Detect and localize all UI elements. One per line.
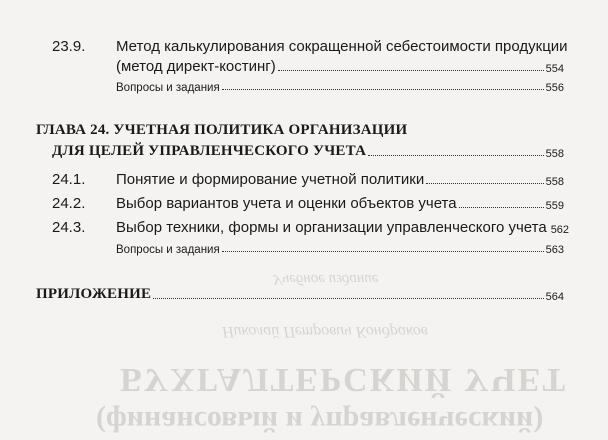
entry-title-line — [116, 38, 568, 55]
toc-entry-23-9[interactable] — [116, 58, 564, 75]
chapter-title: ДЛЯ ЦЕЛЕЙ УПРАВЛЕНЧЕСКОГО УЧЕТА — [52, 143, 367, 159]
chapter-heading-line — [36, 122, 407, 139]
entry-title: Вопросы и задания — [116, 82, 220, 94]
appendix-title: ПРИЛОЖЕНИЕ — [36, 286, 152, 302]
dot-leader — [368, 155, 544, 156]
dot-leader — [278, 70, 544, 71]
chapter-title: ГЛАВА 24. УЧЕТНАЯ ПОЛИТИКА ОРГАНИЗАЦИИ — [36, 122, 408, 138]
bleed-line-1: Учебное издание — [272, 271, 379, 287]
toc-appendix[interactable] — [36, 286, 564, 303]
dot-leader — [153, 298, 543, 299]
page-number: 554 — [545, 63, 564, 75]
toc-entry-questions-24[interactable] — [116, 244, 564, 256]
entry-title: Понятие и формирование учетной политики — [116, 171, 425, 188]
entry-title: Выбор техники, формы и организации управленческого учета — [116, 219, 547, 236]
page-number: 558 — [545, 176, 564, 188]
page-number: 564 — [545, 291, 564, 303]
bleed-line-3: БУХГАЛТЕРСКИЙ УЧЕТ — [120, 361, 568, 398]
page-number: 556 — [545, 82, 564, 94]
page-number: 558 — [545, 148, 564, 160]
dot-leader — [222, 251, 544, 252]
entry-title: Выбор вариантов учета и оценки объектов учета — [116, 195, 457, 212]
entry-number: 24.3. — [52, 219, 86, 236]
page-number: 559 — [545, 200, 564, 212]
entry-number: 23.9. — [52, 38, 86, 55]
dot-leader — [459, 207, 544, 208]
toc-chapter-24[interactable] — [52, 143, 564, 160]
dot-leader — [426, 183, 543, 184]
toc-entry-24-3[interactable] — [116, 219, 570, 236]
toc-entry-questions-23[interactable] — [116, 82, 564, 94]
bleed-line-2: Николай Петрович Кондраков — [222, 323, 428, 340]
dot-leader — [222, 89, 544, 90]
bleed-line-4: (финансовый и управленческий) — [96, 405, 544, 438]
toc-entry-24-2[interactable] — [116, 195, 564, 212]
page-number: 563 — [545, 244, 564, 256]
page-number: 562 — [550, 224, 570, 236]
entry-title: (метод директ-костинг) — [116, 58, 276, 75]
entry-number: 24.2. — [52, 195, 86, 212]
toc-entry-24-1[interactable] — [116, 171, 564, 188]
entry-title: Метод калькулирования сокращенной себестоимости продукции — [116, 38, 568, 55]
entry-title: Вопросы и задания — [116, 244, 220, 256]
entry-number: 24.1. — [52, 171, 86, 188]
